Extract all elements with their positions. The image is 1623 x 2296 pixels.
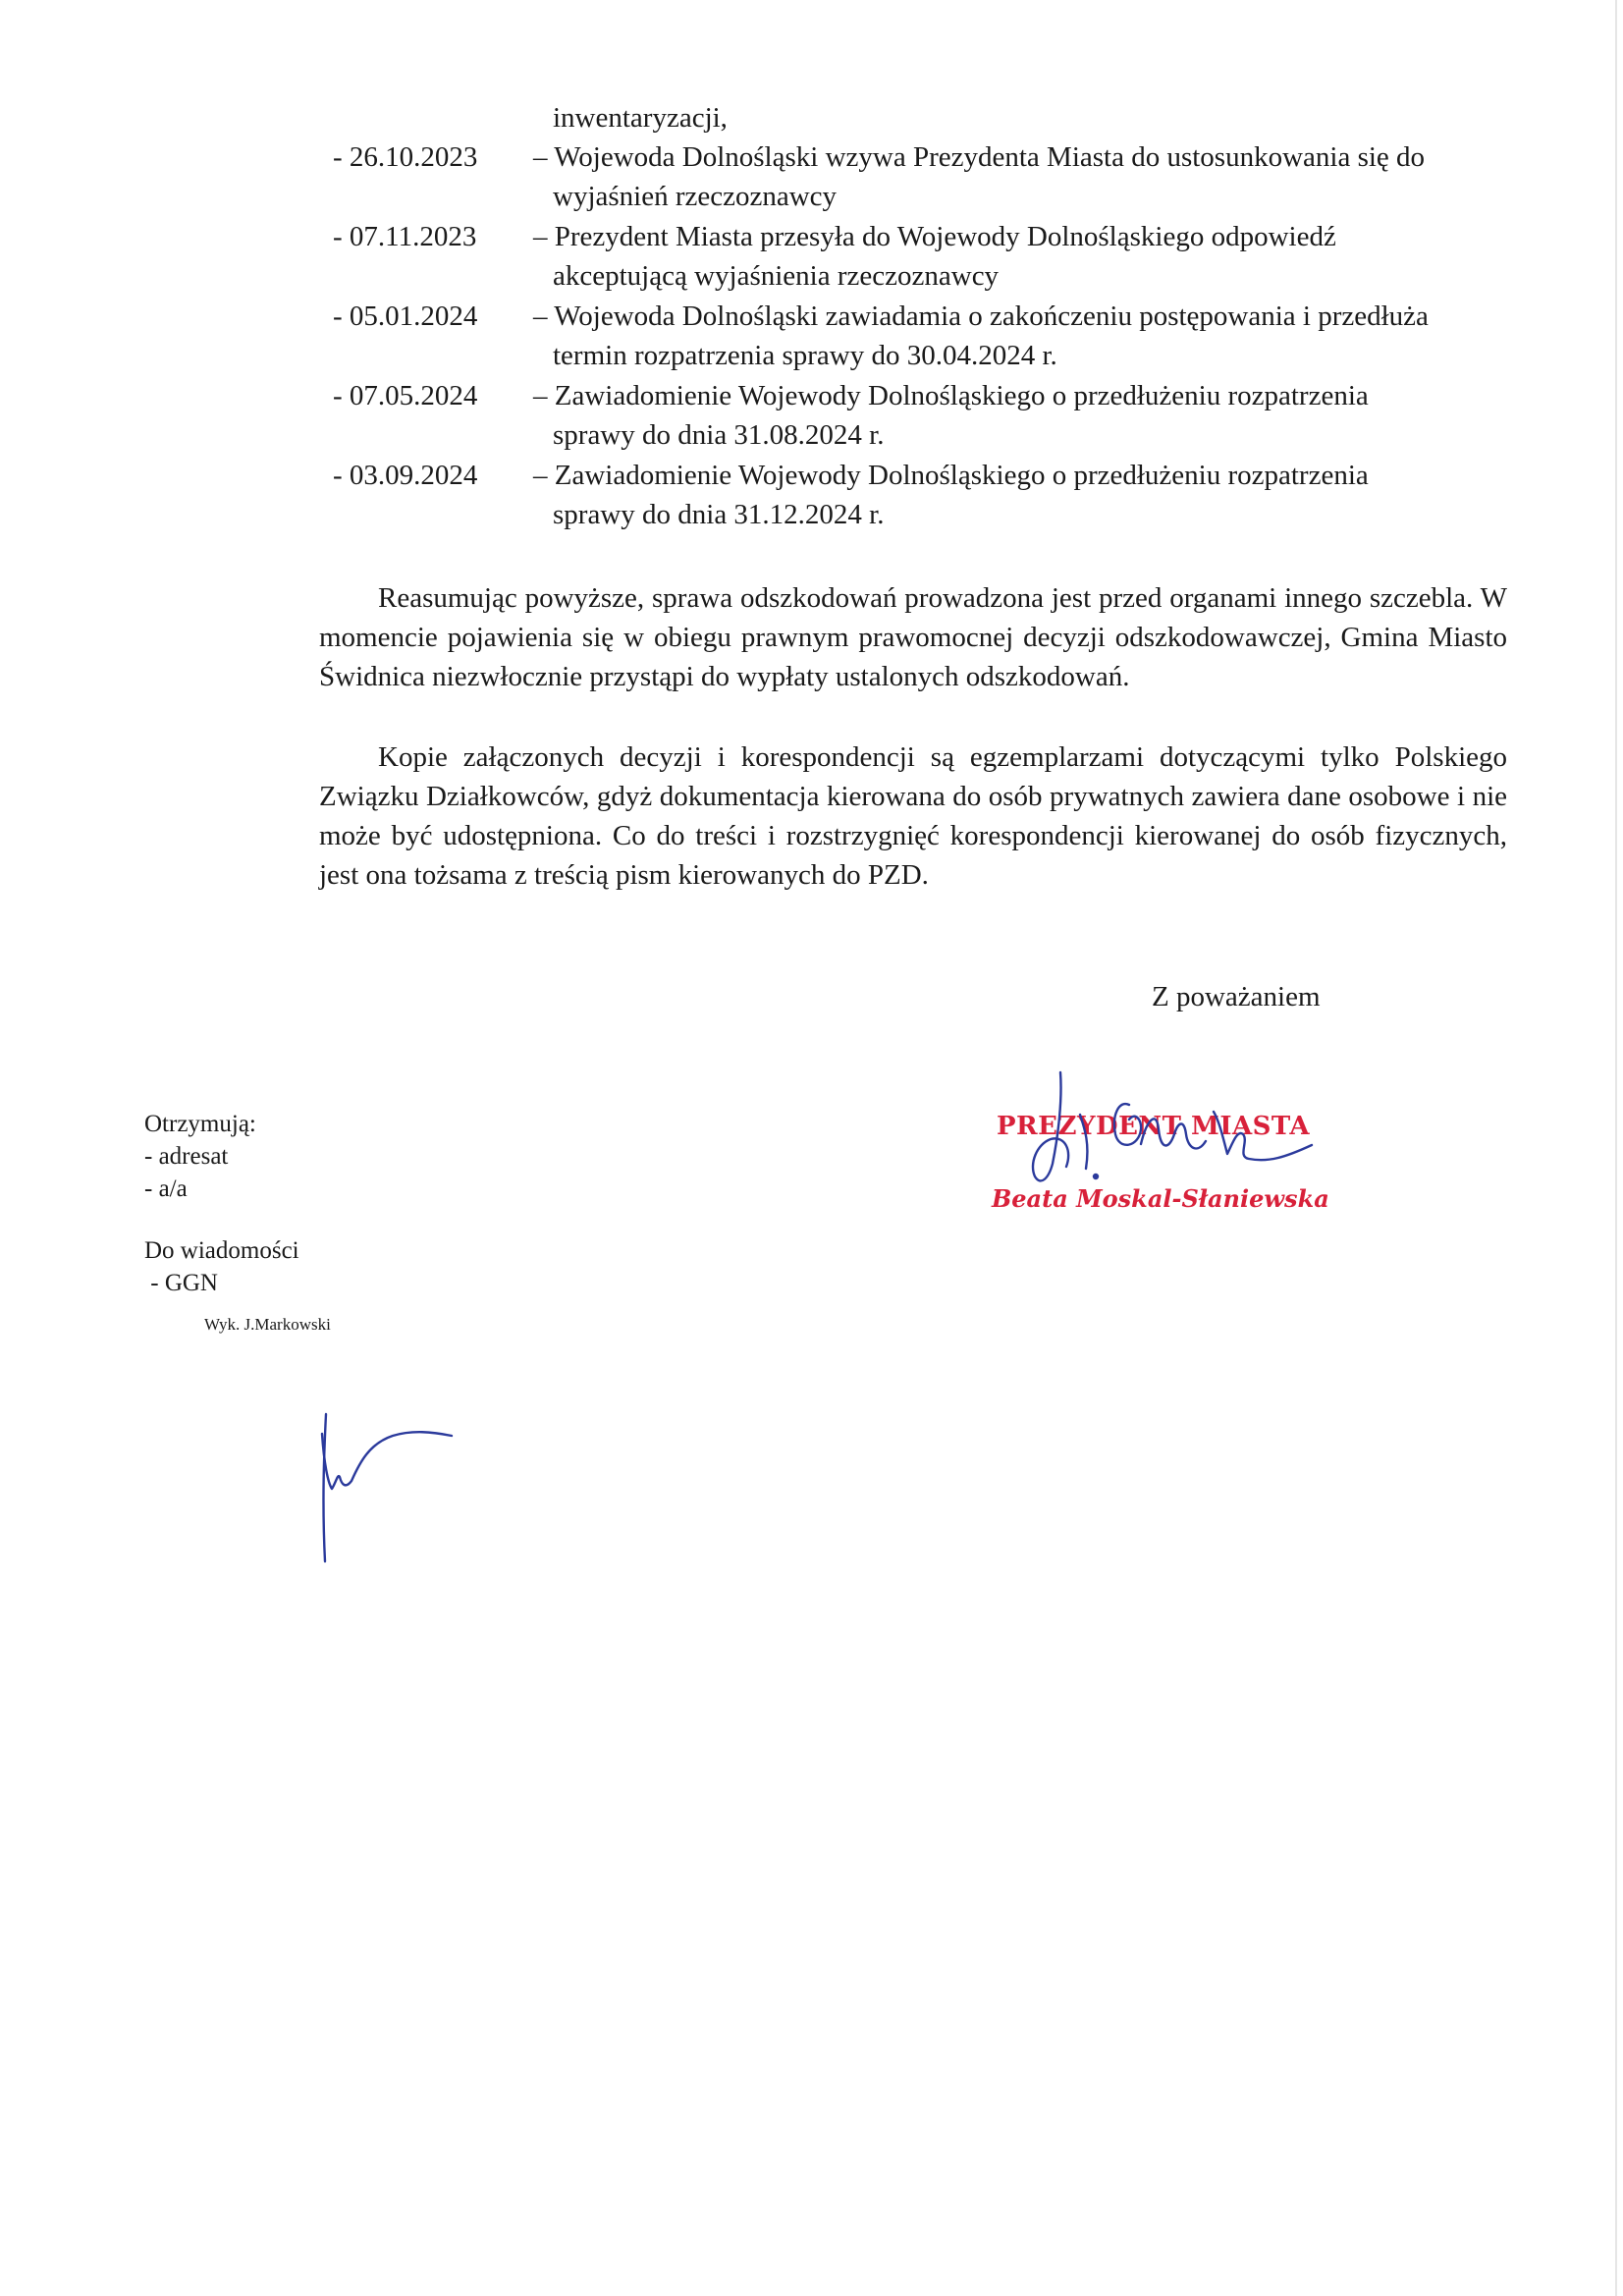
timeline-description: – Wojewoda Dolnośląski wzywa Prezydenta Miasta do ustosunkowania się do (533, 141, 1426, 173)
stamp-title: PREZYDENT MIASTA (997, 1112, 1311, 1141)
timeline-description-cont: sprawy do dnia 31.12.2024 r. (553, 499, 885, 530)
attachments-paragraph: Kopie załączonych decyzji i korespondencji są egzemplarzami dotyczącymi tylko Polskiego Związku Działkowców, gdyż dokumentacja kierowana do osób prywatnych zawiera dane osobowe i nie może być udostępniona. Co do treści i rozstrzygnięć korespondencji kierowanej do osób fizycznych, jest ona tożsama z treścią pism kierowanych do PZD. (319, 741, 1507, 891)
cc-heading: Do wiadomości (144, 1237, 299, 1264)
continuation-text: inwentaryzacji, (553, 102, 728, 134)
recipient-item: - a/a (144, 1175, 188, 1202)
timeline-description-cont: wyjaśnień rzeczoznawcy (553, 181, 838, 212)
handwritten-initials (304, 1404, 461, 1581)
spacer (144, 1205, 299, 1234)
timeline-description-cont: akceptującą wyjaśnienia rzeczoznawcy (553, 260, 1000, 292)
timeline-entry (319, 376, 1517, 456)
timeline-entry (319, 217, 1517, 297)
timeline-description: – Wojewoda Dolnośląski zawiadamia o zakończeniu postępowania i przedłuża (533, 301, 1429, 332)
stamp-name: Beata Moskal-Słaniewska (992, 1184, 1329, 1213)
timeline-date: - 05.01.2024 (333, 301, 478, 332)
timeline-description-cont: sprawy do dnia 31.08.2024 r. (553, 419, 885, 451)
recipient-item: - adresat (144, 1143, 229, 1170)
timeline-entry (319, 137, 1517, 217)
cc-item: - GGN (144, 1270, 218, 1296)
president-stamp (992, 1061, 1329, 1228)
summary-paragraph: Reasumując powyższe, sprawa odszkodowań prowadzona jest przed organami innego szczebla. W momencie pojawienia się w obiegu prawnym prawomocnej decyzji odszkodowawczej, Gmina Miasto Świdnica niezwłocznie przystąpi do wypłaty ustalonych odszkodowań. (319, 582, 1507, 692)
timeline-description: – Prezydent Miasta przesyła do Wojewody Dolnośląskiego odpowiedź (533, 221, 1336, 252)
timeline-description: – Zawiadomienie Wojewody Dolnośląskiego o przedłużeniu rozpatrzenia (533, 380, 1369, 411)
timeline-date: - 07.11.2023 (333, 221, 477, 252)
recipients-heading: Otrzymują: (144, 1111, 256, 1137)
timeline-date: - 07.05.2024 (333, 380, 478, 411)
timeline-date: - 03.09.2024 (333, 460, 478, 491)
page-edge-shadow (1615, 0, 1617, 2296)
prepared-by: Wyk. J.Markowski (204, 1315, 331, 1334)
closing-salutation: Z poważaniem (1152, 981, 1321, 1012)
timeline-list (319, 137, 1517, 535)
timeline-entry (319, 456, 1517, 535)
timeline-date: - 26.10.2023 (333, 141, 478, 173)
signature-image (992, 1061, 1325, 1228)
timeline-description: – Zawiadomienie Wojewody Dolnośląskiego o przedłużeniu rozpatrzenia (533, 460, 1369, 491)
timeline-description-cont: termin rozpatrzenia sprawy do 30.04.2024 r. (553, 340, 1057, 371)
recipients-block (144, 1108, 299, 1299)
timeline-entry (319, 297, 1517, 376)
